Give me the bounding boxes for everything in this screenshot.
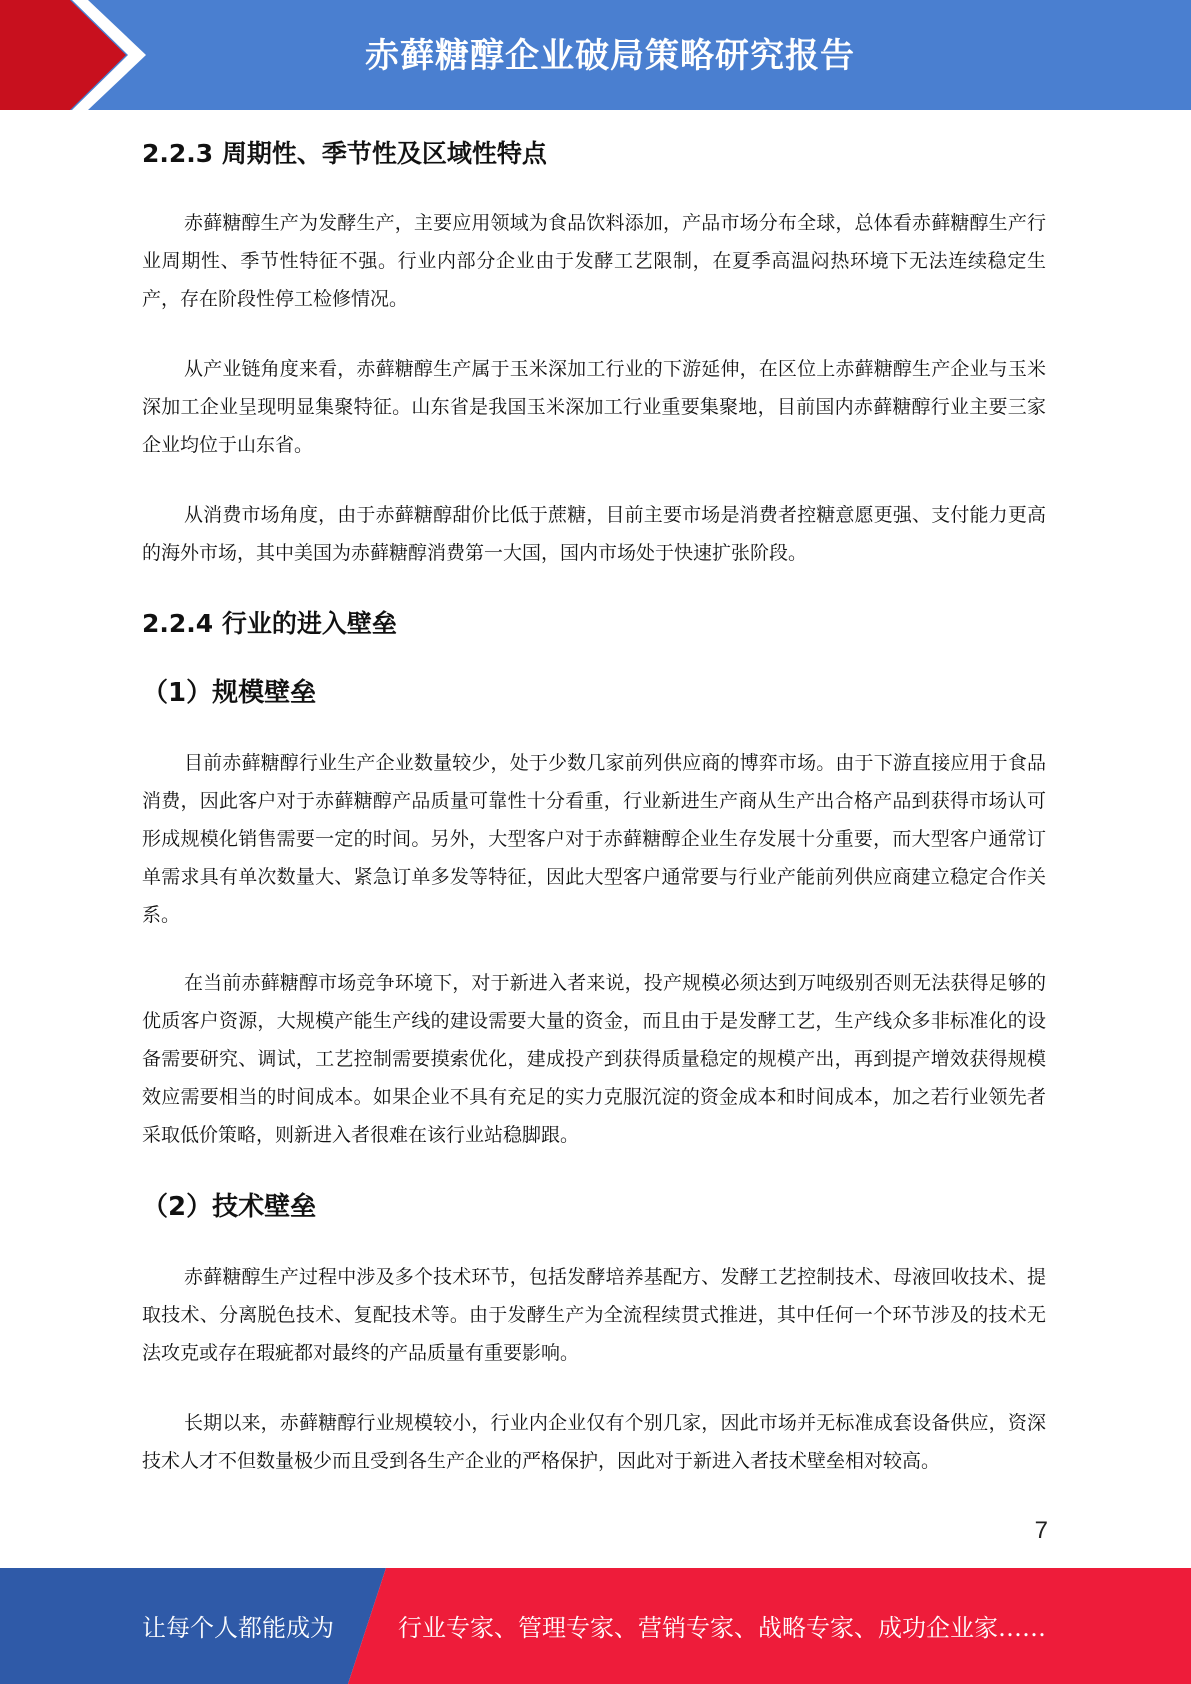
page-number: 7: [1034, 1517, 1048, 1544]
paragraph: 从消费市场角度，由于赤藓糖醇甜价比低于蔗糖，目前主要市场是消费者控糖意愿更强、支付能力更高的海外市场，其中美国为赤藓糖醇消费第一大国，国内市场处于快速扩张阶段。: [142, 504, 1046, 564]
page-header: [0, 0, 1191, 110]
footer-slogan-left: 让每个人都能成为: [142, 1614, 334, 1642]
paragraph: 在当前赤藓糖醇市场竞争环境下，对于新进入者来说，投产规模必须达到万吨级别否则无法获得足够的优质客户资源，大规模产能生产线的建设需要大量的资金，而且由于是发酵工艺，生产线众多非标准化的设备需要研究、调试，工艺控制需要摸索优化，建成投产到获得质量稳定的规模产出，再到提产增效获得规模效应需要相当的时间成本。如果企业不具有充足的实力克服沉淀的资金成本和时间成本，加之若行业领先者采取低价策略，则新进入者很难在该行业站稳脚跟。: [142, 972, 1046, 1146]
paragraph: 从产业链角度来看，赤藓糖醇生产属于玉米深加工行业的下游延伸，在区位上赤藓糖醇生产企业与玉米深加工企业呈现明显集聚特征。山东省是我国玉米深加工行业重要集聚地，目前国内赤藓糖醇行业主要三家企业均位于山东省。: [142, 358, 1046, 456]
paragraph: 长期以来，赤藓糖醇行业规模较小，行业内企业仅有个别几家，因此市场并无标准成套设备供应，资深技术人才不但数量极少而且受到各生产企业的严格保护，因此对于新进入者技术壁垒相对较高。: [142, 1412, 1046, 1472]
subheading-tech-barrier: （2）技术壁垒: [142, 1192, 317, 1222]
report-title: 赤藓糖醇企业破局策略研究报告: [365, 36, 855, 76]
page-footer: [0, 1568, 1191, 1684]
paragraph: 目前赤藓糖醇行业生产企业数量较少，处于少数几家前列供应商的博弈市场。由于下游直接应用于食品消费，因此客户对于赤藓糖醇产品质量可靠性十分看重，行业新进生产商从生产出合格产品到获得市场认可形成规模化销售需要一定的时间。另外，大型客户对于赤藓糖醇企业生存发展十分重要，而大型客户通常订单需求具有单次数量大、紧急订单多发等特征，因此大型客户通常要与行业产能前列供应商建立稳定合作关系。: [142, 752, 1046, 926]
paragraph: 赤藓糖醇生产过程中涉及多个技术环节，包括发酵培养基配方、发酵工艺控制技术、母液回收技术、提取技术、分离脱色技术、复配技术等。由于发酵生产为全流程续贯式推进，其中任何一个环节涉及的技术无法攻克或存在瑕疵都对最终的产品质量有重要影响。: [142, 1266, 1046, 1364]
section-heading-2-2-3: 2.2.3 周期性、季节性及区域性特点: [142, 139, 547, 168]
header-arrow-decoration: [0, 0, 160, 110]
section-heading-2-2-4: 2.2.4 行业的进入壁垒: [142, 609, 397, 638]
paragraph: 赤藓糖醇生产为发酵生产，主要应用领域为食品饮料添加，产品市场分布全球，总体看赤藓糖醇生产行业周期性、季节性特征不强。行业内部分企业由于发酵工艺限制，在夏季高温闷热环境下无法连续稳定生产，存在阶段性停工检修情况。: [142, 212, 1046, 310]
subheading-scale-barrier: （1）规模壁垒: [142, 678, 317, 708]
footer-slogan-right: 行业专家、管理专家、营销专家、战略专家、成功企业家……: [398, 1614, 1046, 1642]
